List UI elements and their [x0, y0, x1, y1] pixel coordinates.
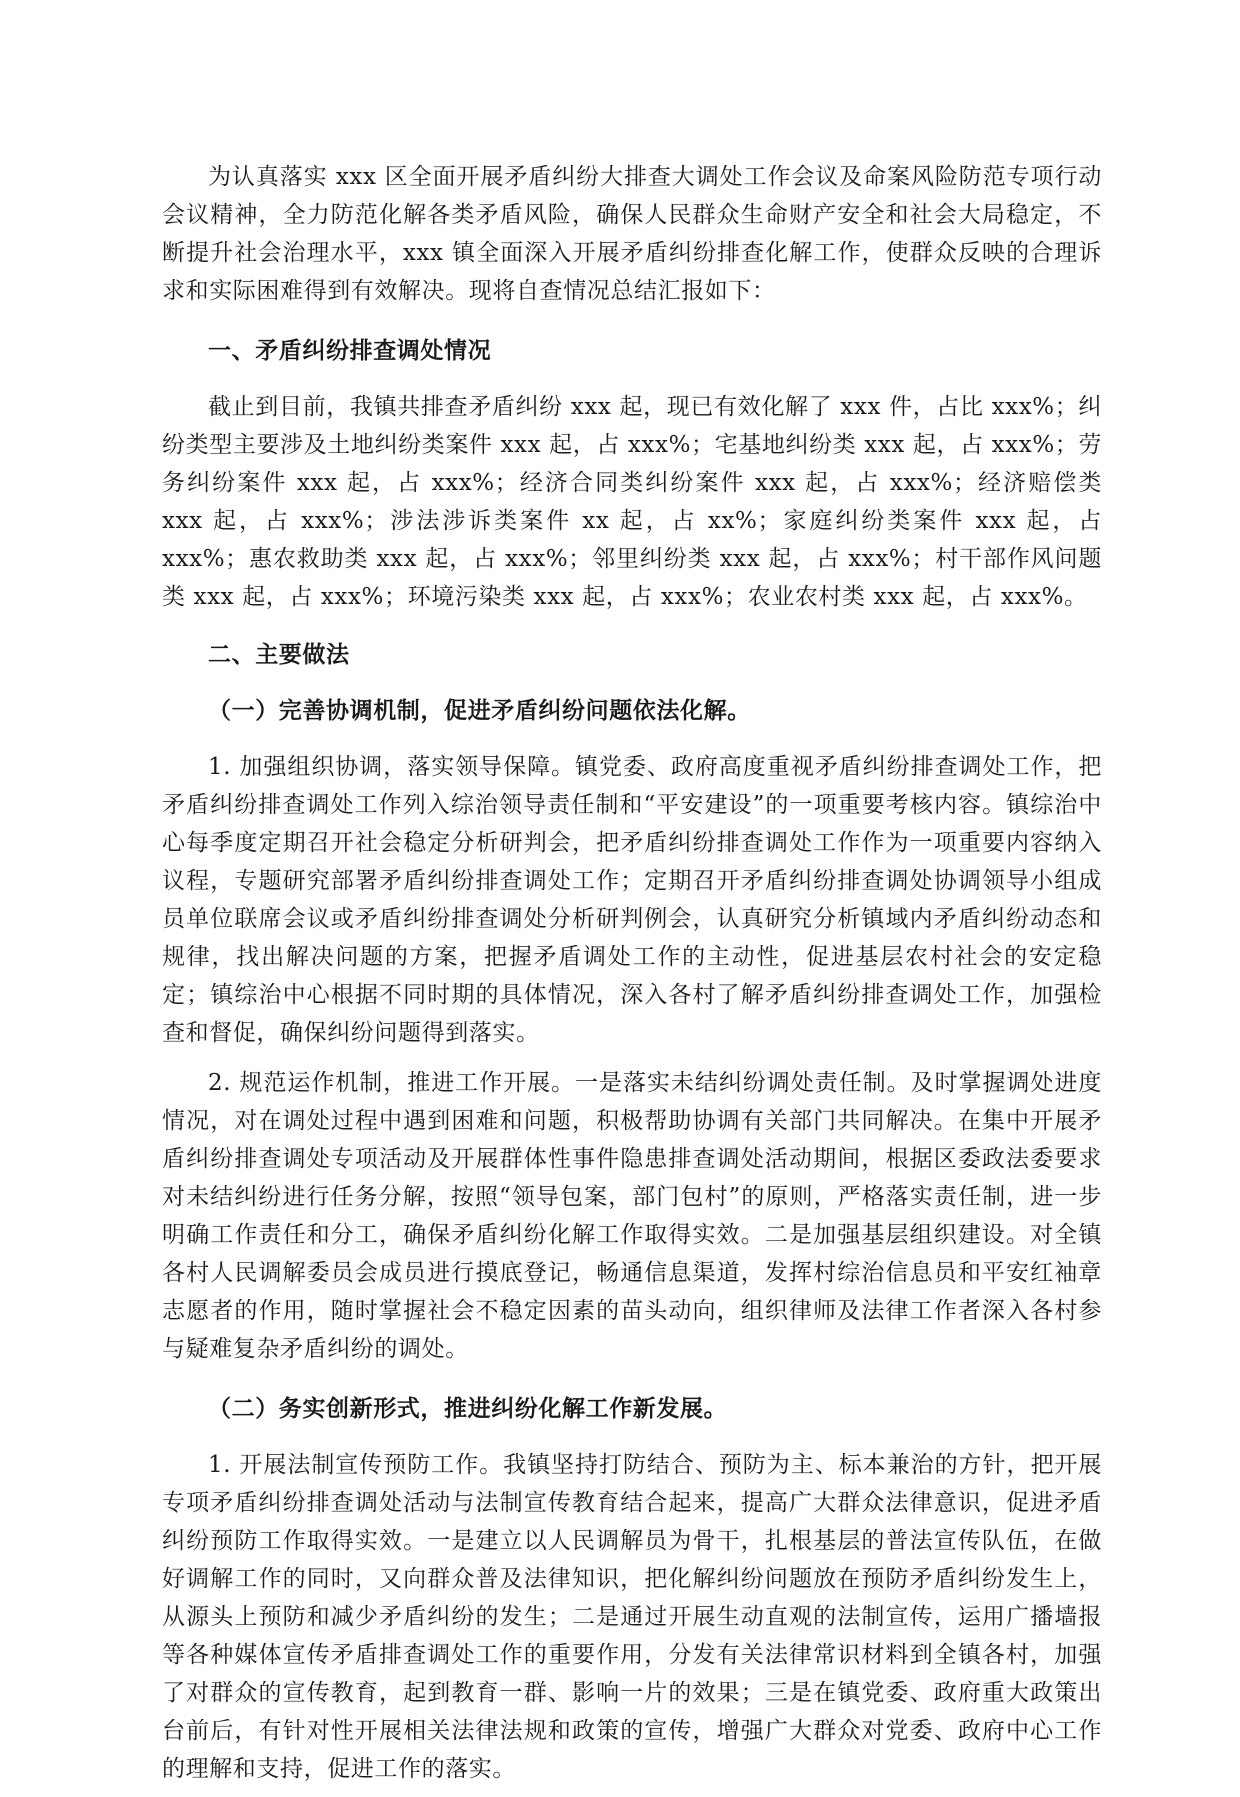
subsection-1-heading: （一）完善协调机制，促进矛盾纠纷问题依法化解。 [208, 698, 751, 724]
subsection-1-paragraph-1: 1. 加强组织协调，落实领导保障。镇党委、政府高度重视矛盾纠纷排查调处工作，把矛盾纠纷排查调处工作列入综治领导责任制和“平安建设”的一项重要考核内容。镇综治中心每季度定期召开社会稳定分析研判会，把矛盾纠纷排查调处工作作为一项重要内容纳入议程，专题研究部署矛盾纠纷排查调处工作；定期召开矛盾纠纷排查调处协调领导小组成员单位联席会议或矛盾纠纷排查调处分析研判例会，认真研究分析镇域内矛盾纠纷动态和规律，找出解决问题的方案，把握矛盾调处工作的主动性，促进基层农村社会的安定稳定；镇综治中心根据不同时期的具体情况，深入各村了解矛盾纠纷排查调处工作，加强检查和督促，确保纠纷问题得到落实。 [162, 754, 1102, 1046]
section-1-body: 截止到目前，我镇共排查矛盾纠纷 xxx 起，现已有效化解了 xxx 件，占比 xxx%；纠纷类型主要涉及土地纠纷类案件 xxx 起，占 xxx%；宅基地纠纷类 xxx 起，占 xxx%；劳务纠纷案件 xxx 起，占 xxx%；经济合同类纠纷案件 xxx 起，占 xxx%；经济赔偿类 xxx 起，占 xxx%；涉法涉诉类案件 xx 起，占 xx%；家庭纠纷类案件 xxx 起，占 xxx%；惠农救助类 xxx 起，占 xxx%；邻里纠纷类 xxx 起，占 xxx%；村干部作风问题类 xxx 起，占 xxx%；环境污染类 xxx 起，占 xxx%；农业农村类 xxx 起，占 xxx%。 [162, 394, 1102, 610]
section-1-heading: 一、矛盾纠纷排查调处情况 [208, 338, 492, 364]
subsection-2-heading: （二）务实创新形式，推进纠纷化解工作新发展。 [208, 1396, 728, 1422]
intro-paragraph: 为认真落实 xxx 区全面开展矛盾纠纷大排查大调处工作会议及命案风险防范专项行动会议精神，全力防范化解各类矛盾风险，确保人民群众生命财产安全和社会大局稳定，不断提升社会治理水平，xxx 镇全面深入开展矛盾纠纷排查化解工作，使群众反映的合理诉求和实际困难得到有效解决。现将自查情况总结汇报如下： [162, 164, 1102, 304]
document-page [162, 158, 1102, 1797]
subsection-2-paragraph-1: 1. 开展法制宣传预防工作。我镇坚持打防结合、预防为主、标本兼治的方针，把开展专项矛盾纠纷排查调处活动与法制宣传教育结合起来，提高广大群众法律意识，促进矛盾纠纷预防工作取得实效。一是建立以人民调解员为骨干，扎根基层的普法宣传队伍，在做好调解工作的同时，又向群众普及法律知识，把化解纠纷问题放在预防矛盾纠纷发生上，从源头上预防和减少矛盾纠纷的发生；二是通过开展生动直观的法制宣传，运用广播墙报等各种媒体宣传矛盾排查调处工作的重要作用，分发有关法律常识材料到全镇各村，加强了对群众的宣传教育，起到教育一群、影响一片的效果；三是在镇党委、政府重大政策出台前后，有针对性开展相关法律法规和政策的宣传，增强广大群众对党委、政府中心工作的理解和支持，促进工作的落实。 [162, 1452, 1102, 1782]
section-2-heading: 二、主要做法 [208, 642, 350, 668]
subsection-1-paragraph-2: 2. 规范运作机制，推进工作开展。一是落实未结纠纷调处责任制。及时掌握调处进度情况，对在调处过程中遇到困难和问题，积极帮助协调有关部门共同解决。在集中开展矛盾纠纷排查调处专项活动及开展群体性事件隐患排查调处活动期间，根据区委政法委要求对未结纠纷进行任务分解，按照“领导包案，部门包村”的原则，严格落实责任制，进一步明确工作责任和分工，确保矛盾纠纷化解工作取得实效。二是加强基层组织建设。对全镇各村人民调解委员会成员进行摸底登记，畅通信息渠道，发挥村综治信息员和平安红袖章志愿者的作用，随时掌握社会不稳定因素的苗头动向，组织律师及法律工作者深入各村参与疑难复杂矛盾纠纷的调处。 [162, 1070, 1102, 1362]
